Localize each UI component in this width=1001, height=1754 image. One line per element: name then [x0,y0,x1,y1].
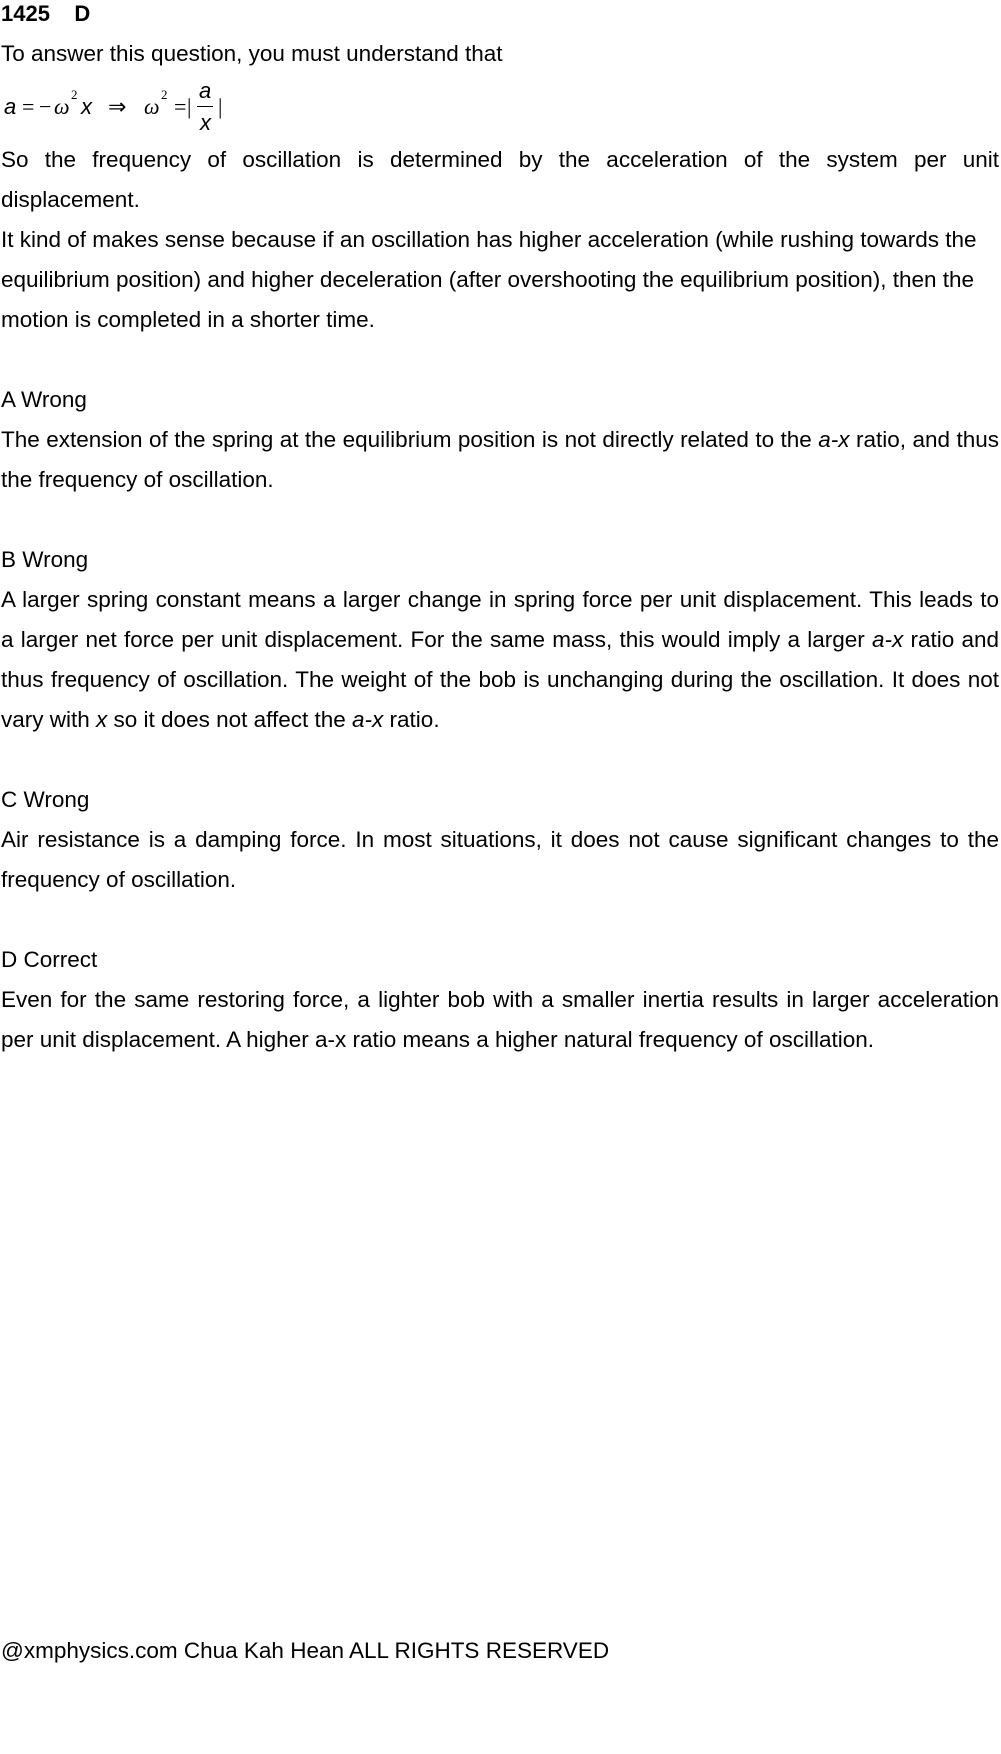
eq-omega: ω [54,94,70,119]
option-b-text-part: so it does not affect the [107,707,353,732]
question-header [1,0,999,28]
option-a-text-part: The extension of the spring at the equilibrium position is not directly related to the [1,427,819,452]
option-b [1,540,999,740]
spacer [1,500,999,540]
eq-equals-2: = [174,94,187,119]
eq-x: x [81,94,92,119]
question-number: 1425 [1,1,50,26]
spacer [1,340,999,380]
eq-equals: = [22,94,35,119]
option-b-text [1,580,999,740]
explanation-paragraph [1,140,999,340]
eq-frac-numerator: a [199,78,212,103]
option-a [1,380,999,500]
equation [1,76,999,136]
option-a-heading: A Wrong [1,387,87,412]
eq-abs-close: | [218,94,223,119]
option-b-text-part: ratio and thus frequency of oscillation. The weight of the bob is unchanging during the oscillation. It does not vary with [1,627,1000,732]
eq-square: 2 [71,87,78,102]
option-a-text [1,420,999,500]
option-a-ratio: a-x [818,427,850,452]
eq-a: a [4,94,17,119]
eq-square-2: 2 [161,87,168,102]
eq-minus: − [39,94,52,119]
eq-frac-denominator: x [200,110,211,135]
option-d [1,940,999,1060]
option-b-heading: B Wrong [1,547,89,572]
spacer [1,740,999,780]
option-d-heading: D Correct [1,947,98,972]
explanation-line: It kind of makes sense because if an oscillation has higher acceleration (while rushing towards the [1,227,977,252]
option-c-heading: C Wrong [1,787,90,812]
eq-implies: ⇒ [108,94,127,119]
solution-content [1,0,999,1060]
eq-frac-bar [197,106,213,107]
eq-omega-2: ω [144,94,160,119]
explanation-line: So the frequency of oscillation is determined by the acceleration of the system per unit displacement. [1,147,999,212]
explanation-line: motion is completed in a shorter time. [1,307,375,332]
option-a-text-part: ratio, and thus the frequency of oscillation. [1,427,1000,492]
spacer [1,900,999,940]
option-c [1,780,999,900]
option-b-x: x [96,707,108,732]
option-b-text-part: ratio. [383,707,440,732]
intro-text: To answer this question, you must understand that [1,41,503,66]
copyright-footer: @xmphysics.com Chua Kah Hean ALL RIGHTS RESERVED [1,1638,610,1663]
eq-abs-open: | [187,94,192,119]
option-d-text: Even for the same restoring force, a lighter bob with a smaller inertia results in larger acceleration per unit displacement. A higher a-x ratio means a higher natural frequency of oscillation. [1,987,999,1052]
option-b-ratio: a-x [871,627,904,652]
option-b-ratio: a-x [352,707,384,732]
option-b-text-part: A larger spring constant means a larger change in spring force per unit displacement. This leads to a larger net force per unit displacement. For the same mass, this would imply a larger [1,587,999,652]
option-c-text: Air resistance is a damping force. In most situations, it does not cause significant changes to the frequency of oscillation. [1,827,999,892]
answer-letter: D [74,1,91,26]
explanation-line: equilibrium position) and higher deceleration (after overshooting the equilibrium position), then the [1,267,975,292]
